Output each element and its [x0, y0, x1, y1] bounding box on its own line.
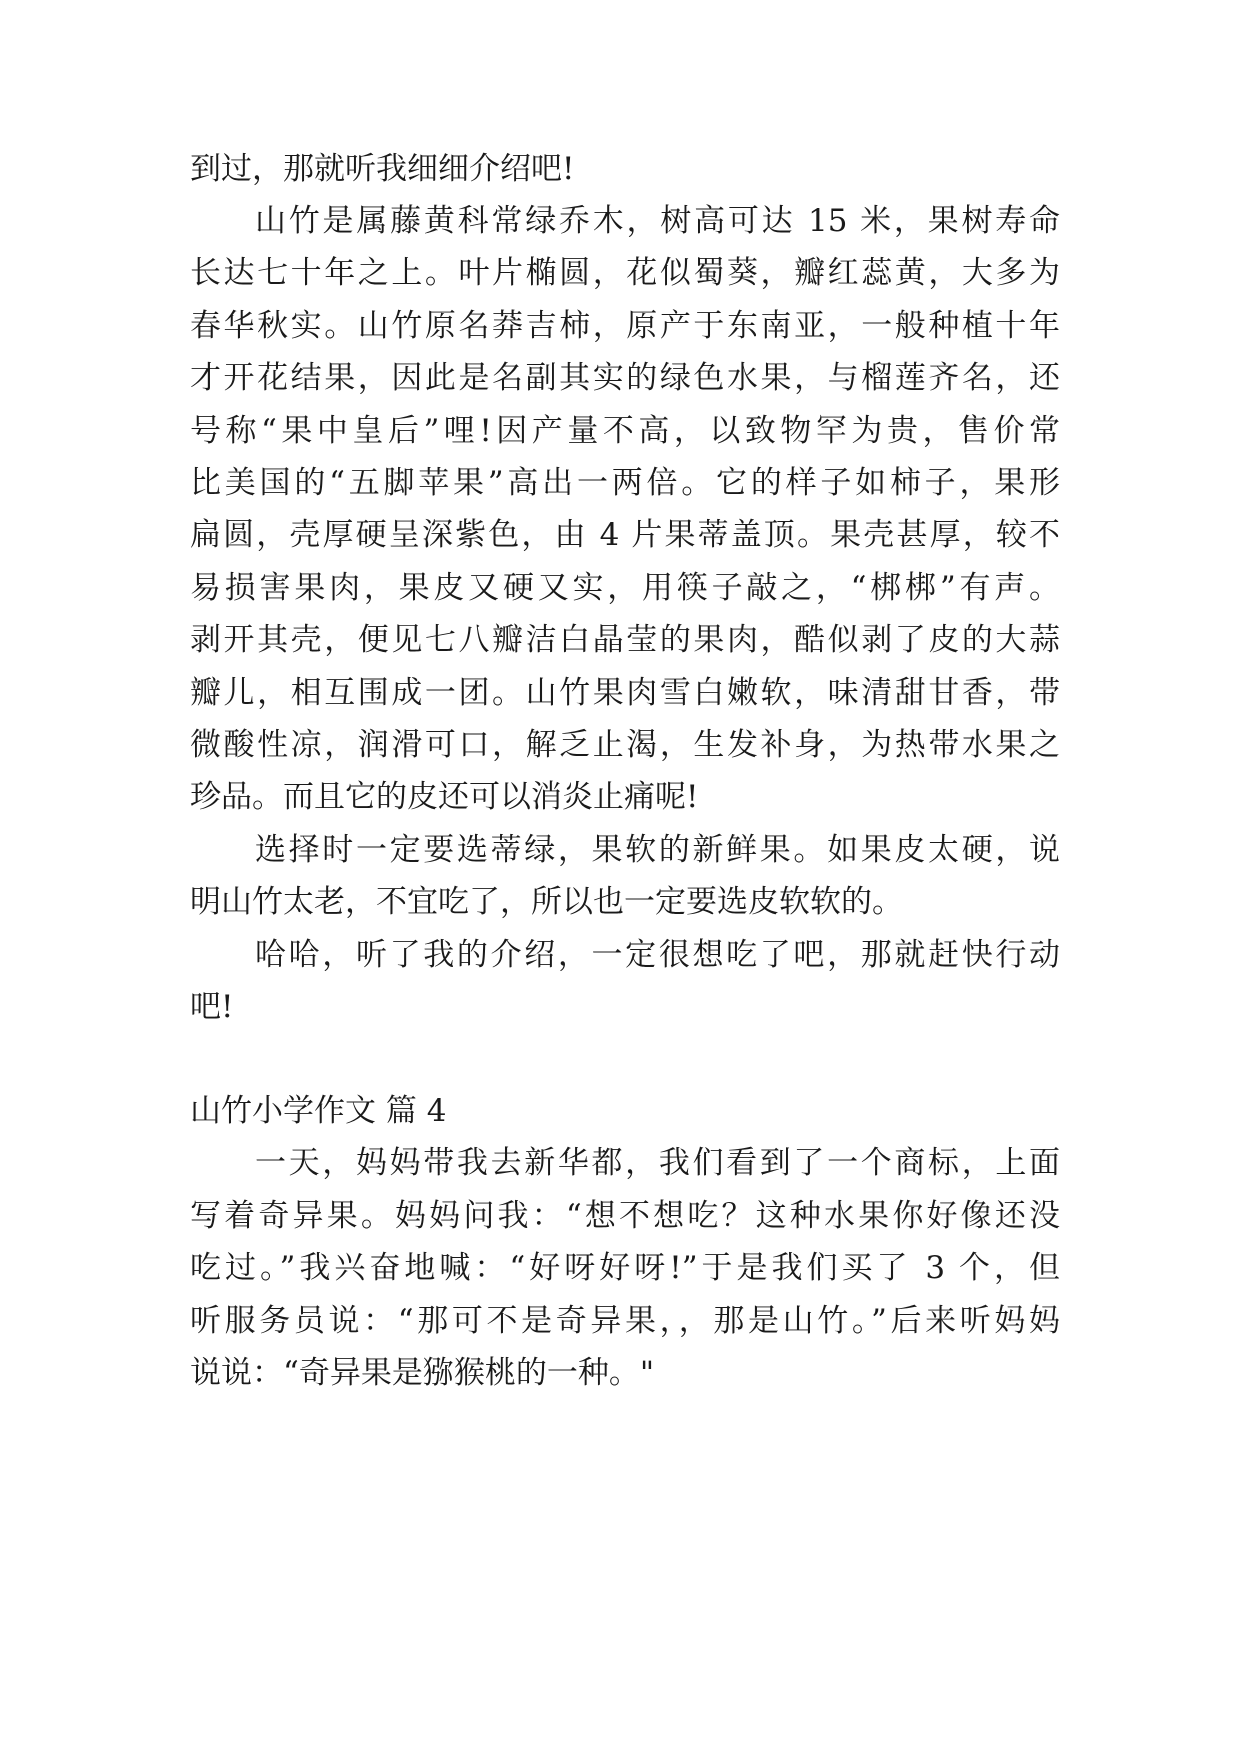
- text-line: 明山竹太老，不宜吃了，所以也一定要选皮软软的。: [190, 884, 903, 920]
- text-line: 长达七十年之上。叶片椭圆，花似蜀葵，瓣红蕊黄，大多为: [190, 255, 1060, 291]
- text-line: 珍品。而且它的皮还可以消炎止痛呢!: [190, 779, 699, 815]
- text-line: 到过，那就听我细细介绍吧!: [190, 151, 575, 187]
- text-line: 说说：“奇异果是猕猴桃的一种。": [190, 1355, 655, 1391]
- text-line: 才开花结果，因此是名副其实的绿色水果，与榴莲齐名，还: [190, 360, 1060, 396]
- text-line: 扁圆，壳厚硬呈深紫色，由 4 片果蒂盖顶。果壳甚厚，较不: [190, 517, 1060, 553]
- text-line: 易损害果肉，果皮又硬又实，用筷子敲之，“梆梆”有声。: [190, 570, 1060, 606]
- text-line: 写着奇异果。妈妈问我：“想不想吃？这种水果你好像还没: [190, 1198, 1060, 1234]
- text-line: 号称“果中皇后”哩!因产量不高，以致物罕为贵，售价常: [190, 413, 1060, 449]
- text-line: 剥开其壳，便见七八瓣洁白晶莹的果肉，酷似剥了皮的大蒜: [190, 622, 1060, 658]
- text-line: 吧!: [190, 989, 234, 1025]
- text-line: 听服务员说：“那可不是奇异果，，那是山竹。”后来听妈妈: [190, 1303, 1060, 1339]
- paragraph-first-line: 一天，妈妈带我去新华都，我们看到了一个商标，上面: [255, 1145, 1060, 1181]
- section-heading: 山竹小学作文 篇 4: [190, 1093, 447, 1129]
- paragraph-first-line: 哈哈，听了我的介绍，一定很想吃了吧，那就赶快行动: [255, 937, 1060, 973]
- text-line: 瓣儿，相互围成一团。山竹果肉雪白嫩软，味清甜甘香，带: [190, 675, 1060, 711]
- text-line: 吃过。”我兴奋地喊：“好呀好呀!”于是我们买了 3 个，但: [190, 1250, 1060, 1286]
- text-line: 比美国的“五脚苹果”高出一两倍。它的样子如柿子，果形: [190, 465, 1060, 501]
- text-line: 微酸性凉，润滑可口，解乏止渴，生发补身，为热带水果之: [190, 727, 1060, 763]
- text-line: 春华秋实。山竹原名莽吉柿，原产于东南亚，一般种植十年: [190, 308, 1060, 344]
- paragraph-first-line: 山竹是属藤黄科常绿乔木，树高可达 15 米，果树寿命: [255, 203, 1060, 239]
- paragraph-first-line: 选择时一定要选蒂绿，果软的新鲜果。如果皮太硬，说: [255, 832, 1060, 868]
